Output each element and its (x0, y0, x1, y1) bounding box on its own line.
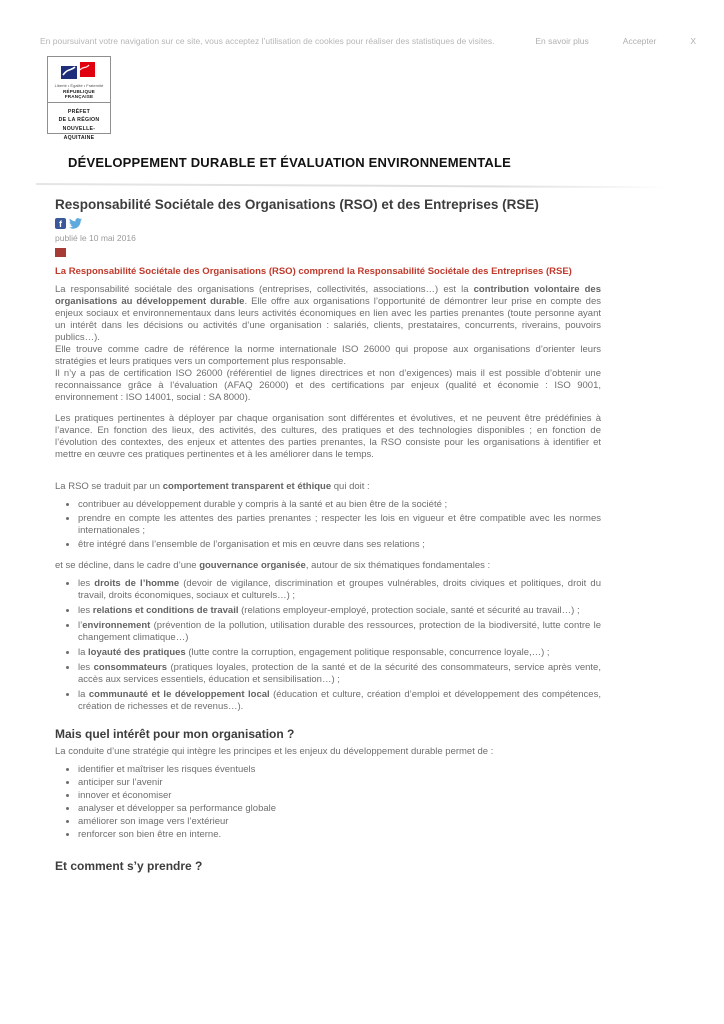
benefits-heading: Mais quel intérêt pour mon organisation ? (55, 727, 295, 741)
cookie-learn-more-link[interactable]: En savoir plus (535, 36, 589, 46)
list-item (78, 605, 601, 617)
paragraph-text: La responsabilité sociétale des organisations (entreprises, collectivités, associations…) est la (55, 284, 474, 295)
paragraph-comportement (55, 481, 601, 493)
list-item-text: les (78, 578, 95, 589)
list-item (78, 647, 601, 659)
header-divider (36, 183, 670, 188)
paragraph-certification: Il n’y a pas de certification ISO 26000 (référentiel de lignes directrices et non d’exigences) mais il est possible d’obtenir une reconnaissance grâce à l’évaluation (AFAQ 26000) et des certifications par enjeux (qualité et économie : ISO 9001, environnement : ISO 14001, social : SA 8000). (55, 368, 601, 403)
list-item-bold: consommateurs (93, 662, 168, 673)
social-share-row (55, 217, 601, 229)
lead-paragraph: La Responsabilité Sociétale des Organisations (RSO) comprend la Responsabilité Sociétale des Entreprises (RSE) (55, 266, 572, 277)
french-flag-icon (60, 62, 98, 81)
logo-prefect-block (48, 102, 110, 143)
list-item-text: (relations employeur-employé, protection sociale, santé et sécurité au travail…) ; (238, 605, 580, 616)
logo-prefect-line: NOUVELLE-AQUITAINE (62, 126, 96, 142)
list-item: • contribuer au développement durable y compris à la santé et au bien être de la société ; (78, 499, 601, 511)
cookie-accept-button[interactable]: Accepter (622, 36, 657, 46)
list-item-text: les (78, 662, 94, 673)
paragraph-pratiques: Les pratiques pertinentes à déployer par chaque organisation sont différentes et évolutives, et ne peuvent être prédéfinies à l’avance. En fonction des lieux, des activités, des cultures, des pratiques et des technologies disponibles ; en fonction de l’évolution des contextes, des enjeux et attentes des parties prenantes, la RSO consiste pour les organisations à identifier et mettre en œuvre ces pratiques pertinentes et à les améliorer dans le temps. (55, 413, 601, 460)
list-item: • analyser et développer sa performance globale (78, 803, 601, 815)
prefecture-logo[interactable] (47, 56, 111, 142)
logo-republic: RÉPUBLIQUE FRANÇAISE (62, 88, 96, 99)
publish-date: publié le 10 mai 2016 (55, 233, 136, 243)
twitter-share-icon[interactable] (69, 218, 82, 229)
list-item (78, 578, 601, 602)
paragraph-iso26000: Elle trouve comme cadre de référence la norme internationale ISO 26000 qui propose aux organisations d’orienter leurs stratégies et leurs pratiques vers un comportement plus responsable. (55, 344, 601, 367)
list-item-text: (éducation et culture, création d’emploi et développement des compétences, création de richesses et de revenus…). (78, 689, 601, 712)
list-item-text: la (78, 647, 89, 658)
paragraph-text: qui doit : (331, 481, 370, 492)
themes-list (55, 578, 601, 713)
paragraph-text: et se décline, dans le cadre d’une (55, 560, 200, 571)
list-item-bold: relations et conditions de travail (92, 605, 239, 616)
paragraph-text: La RSO se traduit par un (55, 481, 163, 492)
paragraph-bold-text: contribution volontaire des organisations au développement durable (55, 284, 601, 307)
paragraph-gouvernance (55, 560, 601, 572)
cookie-close-button[interactable]: X (690, 36, 696, 46)
list-item-bold: loyauté des pratiques (88, 647, 186, 658)
cookie-message: En poursuivant votre navigation sur ce site, vous acceptez l’utilisation de cookies pour réaliser des statistiques de visites. (40, 36, 495, 46)
list-item-bold: environnement (82, 620, 151, 631)
list-item-text: la (78, 689, 89, 700)
benefits-intro: La conduite d’une stratégie qui intègre les principes et les enjeux du développement durable permet de : (55, 746, 494, 757)
twitter-bird-icon (69, 218, 82, 229)
paragraph-text: . Elle offre aux organisations l’opportunité de démontrer leur prise en compte des enjeux sociaux et environnementaux dans leurs activités économiques en lien avec les parties prenantes (toute personne ayant un intérêt dans les décisions ou activités d’une organisation : salariés, clients, prestataires, concurrents, riverains, pouvoirs publics…). (55, 296, 601, 343)
site-section-title: DÉVELOPPEMENT DURABLE ET ÉVALUATION ENVIRONNEMENTALE (68, 155, 512, 170)
list-item-text: (devoir de vigilance, discrimination et groupes vulnérables, droits civiques et politiques, droit du travail, droits économiques, sociaux et culturels…) ; (78, 578, 601, 601)
list-item (78, 662, 601, 686)
article-title: Responsabilité Sociétale des Organisations (RSO) et des Entreprises (RSE) (55, 197, 539, 212)
benefits-list (55, 764, 601, 841)
ethics-list (55, 499, 601, 551)
paragraph-text: , autour de six thématiques fondamentales : (305, 560, 491, 571)
paragraph-bold-text: gouvernance organisée (199, 560, 306, 571)
list-item-bold: droits de l’homme (94, 578, 180, 589)
list-item: • prendre en compte les attentes des parties prenantes ; respecter les lois en vigueur et être compatible avec les normes internationales ; (78, 513, 601, 537)
list-item: • identifier et maîtriser les risques éventuels (78, 764, 601, 776)
list-item-text: (lutte contre la corruption, engagement politique responsable, concurrence loyale,…) ; (185, 647, 550, 658)
list-item (78, 689, 601, 713)
list-item-text: l’ (78, 620, 83, 631)
logo-prefect-line: PRÉFET (67, 108, 91, 115)
article (55, 197, 601, 878)
list-item-bold: communauté et le développement local (88, 689, 270, 700)
paragraph-bold-text: comportement transparent et éthique (162, 481, 332, 492)
list-item (78, 620, 601, 644)
facebook-share-icon[interactable]: f (55, 218, 66, 229)
list-item: • améliorer son image vers l’extérieur (78, 816, 601, 828)
how-heading: Et comment s’y prendre ? (55, 859, 203, 873)
list-item-text: (pratiques loyales, protection de la santé et de la sécurité des consommateurs, service après vente, accès aux services essentiels, éducation et sensibilisation…) ; (78, 662, 601, 685)
list-item-text: les (78, 605, 93, 616)
list-item: • innover et économiser (78, 790, 601, 802)
cookie-actions (535, 36, 696, 46)
paragraph-definition (55, 284, 601, 344)
cookie-banner (40, 36, 696, 46)
list-item: • anticiper sur l’avenir (78, 777, 601, 789)
list-item: • être intégré dans l’ensemble de l’organisation et mis en œuvre dans ses relations ; (78, 539, 601, 551)
list-item-text: (prévention de la pollution, utilisation durable des ressources, protection de la biodiversité, lutte contre le changement climatique…) (78, 620, 601, 643)
logo-motto: Liberté • Égalité • Fraternité (54, 83, 104, 88)
list-item: • renforcer son bien être en interne. (78, 829, 601, 841)
logo-prefect-line: DE LA RÉGION (58, 117, 100, 124)
article-thumbnail-icon (55, 248, 66, 257)
